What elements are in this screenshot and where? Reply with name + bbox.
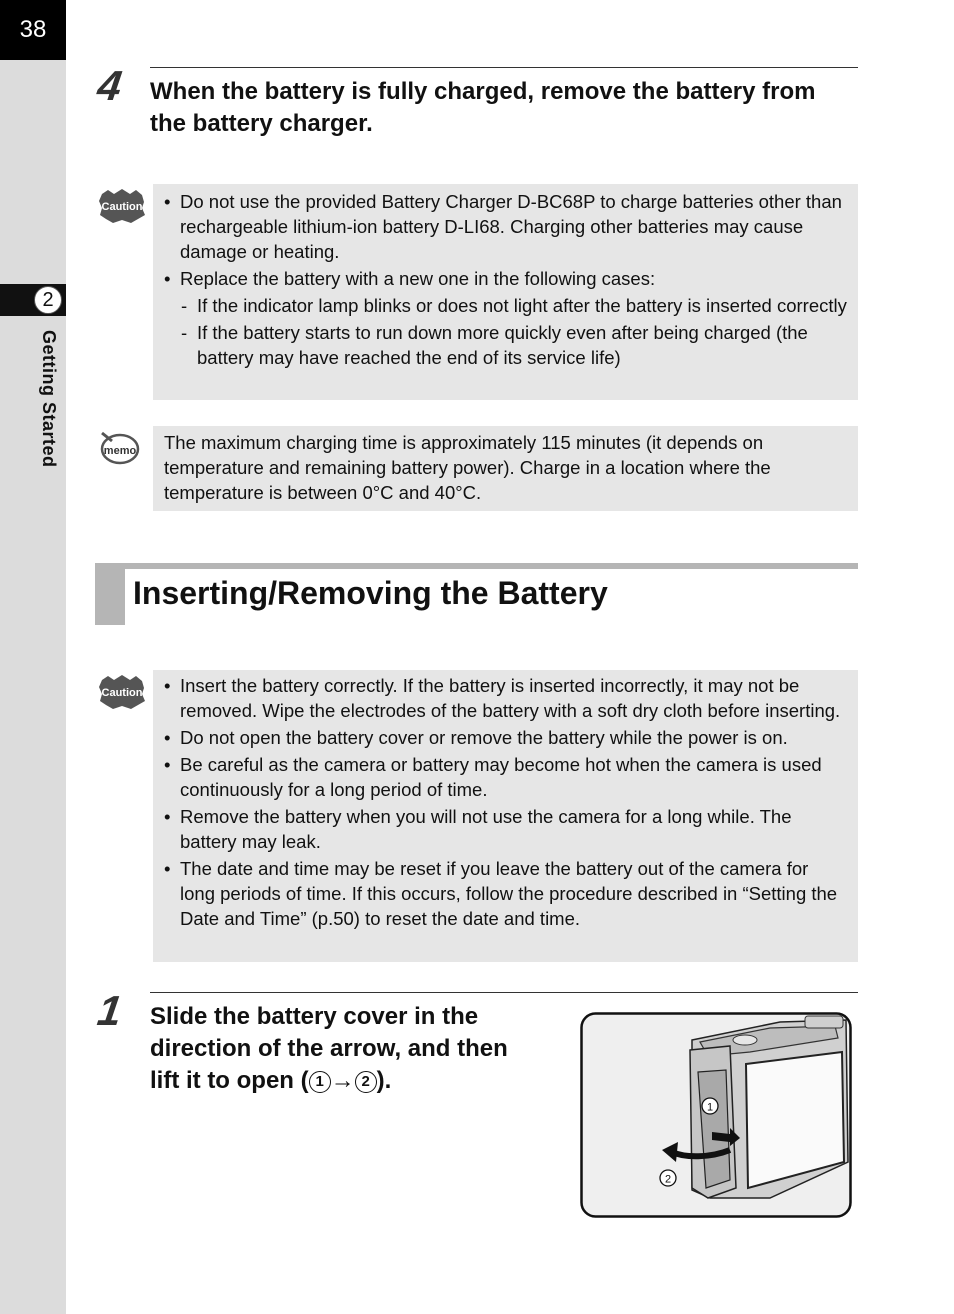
- list-item: • Insert the battery correctly. If the battery is inserted incorrectly, it may not be removed. Wipe the electrodes of the battery with a soft dry cloth before inserting.: [153, 673, 848, 723]
- svg-text:memo: memo: [103, 445, 137, 457]
- step-number: 4: [94, 62, 125, 109]
- camera-illustration: [580, 1012, 852, 1218]
- memo-text: The maximum charging time is approximately 115 minutes (it depends on temperature and remaining battery power). Charge in a location where the temperature is between 0°C and 40°C.: [164, 432, 771, 503]
- list-item: • The date and time may be reset if you leave the battery out of the camera for long periods of time. If this occurs, follow the procedure described in “Setting the Date and Time” (p.50) to reset the date and time.: [153, 856, 848, 931]
- chapter-number: 2: [34, 286, 62, 314]
- list-item: - If the indicator lamp blinks or does not light after the battery is inserted correctly: [153, 293, 848, 318]
- step-rule: [150, 67, 858, 68]
- section-heading: [95, 563, 858, 625]
- step-instruction: [150, 76, 858, 140]
- svg-text:Caution: Caution: [101, 687, 143, 699]
- memo-box: [153, 426, 858, 511]
- caution-icon: [98, 188, 146, 224]
- heading-block: [95, 563, 125, 625]
- svg-text:Caution: Caution: [101, 201, 143, 213]
- step-text: lift it to open (: [150, 1067, 309, 1094]
- illustration-callout-2: 2: [664, 1173, 672, 1186]
- step-line: Slide the battery cover in the: [150, 1003, 479, 1030]
- step-number: 1: [94, 987, 125, 1034]
- step-rule: [150, 992, 858, 993]
- page-number: 38: [0, 0, 66, 60]
- step-line: When the battery is fully charged, remove the battery from: [150, 78, 816, 105]
- heading-bar: [95, 563, 858, 569]
- step-instruction: [150, 1001, 570, 1097]
- caution-box: [153, 184, 858, 400]
- sidebar: [0, 0, 66, 1314]
- list-item: • Do not use the provided Battery Charger D-BC68P to charge batteries other than rechargeable lithium-ion battery D-LI68. Charging other batteries may cause damage or heating.: [153, 189, 848, 264]
- list-item: • Do not open the battery cover or remove the battery while the power is on.: [153, 725, 848, 750]
- arrow-glyph: →: [330, 1067, 355, 1094]
- callout-1: 1: [309, 1071, 331, 1093]
- list-item: - If the battery starts to run down more quickly even after being charged (the battery may have reached the end of its service life): [153, 320, 848, 370]
- illustration-callout-1: 1: [706, 1101, 714, 1114]
- callout-2: 2: [355, 1071, 377, 1093]
- list-item: • Be careful as the camera or battery may become hot when the camera is used continuously for a long period of time.: [153, 752, 848, 802]
- step-line: the battery charger.: [150, 110, 373, 137]
- caution-icon: [98, 674, 146, 710]
- chapter-label: Getting Started: [39, 330, 59, 468]
- memo-icon: [98, 430, 140, 466]
- list-item: • Remove the battery when you will not use the camera for a long while. The battery may leak.: [153, 804, 848, 854]
- step-line: [150, 1065, 570, 1097]
- section-title: Inserting/Removing the Battery: [133, 575, 608, 611]
- step-line: direction of the arrow, and then: [150, 1035, 508, 1062]
- step-text: ).: [376, 1067, 392, 1094]
- list-item: • Replace the battery with a new one in the following cases:: [153, 266, 848, 291]
- caution-box: [153, 670, 858, 962]
